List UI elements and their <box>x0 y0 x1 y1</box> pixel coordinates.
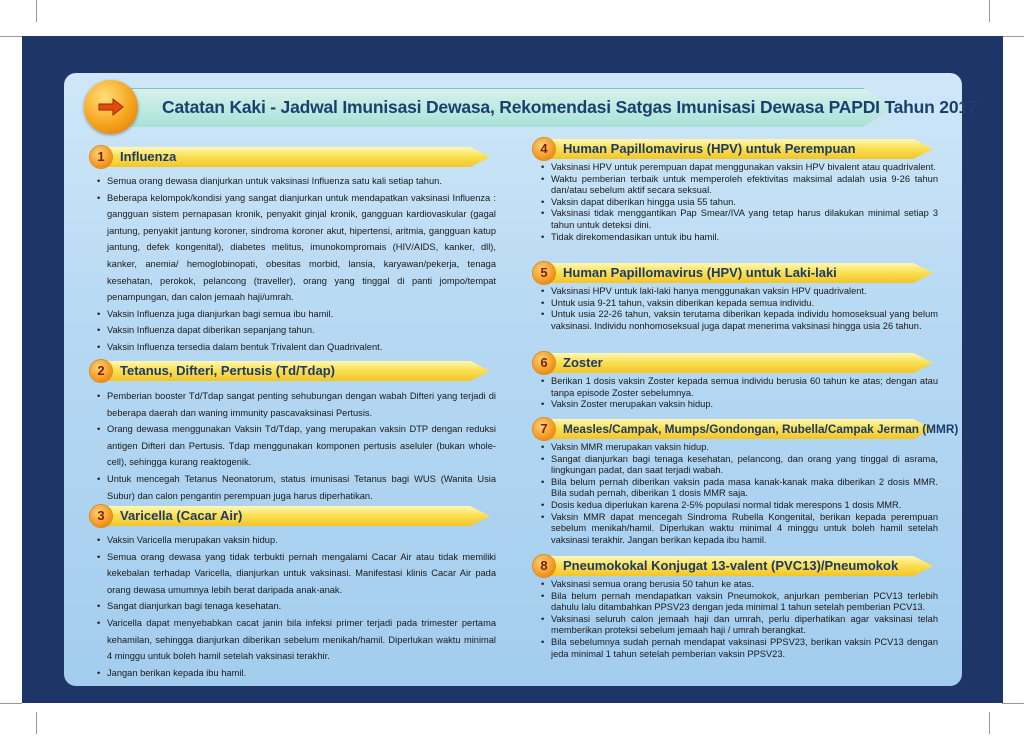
crop-mark <box>36 712 37 734</box>
list-item: • Semua orang dewasa dianjurkan untuk vaksinasi Influenza satu kali setiap tahun. <box>96 173 496 190</box>
list-item: • Waktu pemberian terbaik untuk memperoleh efektivitas maksimal adalah usia 9-26 tahun dan/atau sebelum aktif secara seksual. <box>540 174 938 197</box>
list-item: • Jangan berikan kepada ibu hamil. <box>96 665 496 682</box>
list-item: • Pemberian booster Td/Tdap sangat penting sehubungan dengan wabah Difteri yang terjadi di beberapa daerah dan waning immunity pascavaksinasi Pertusis. <box>96 388 496 421</box>
list-item: • Vaksin Influenza juga dianjurkan bagi semua ibu hamil. <box>96 306 496 323</box>
section-title: Human Papillomavirus (HPV) untuk Laki-laki <box>563 265 837 280</box>
section-number: 7 <box>533 418 555 440</box>
section-number: 6 <box>533 352 555 374</box>
list-item: • Untuk usia 9-21 tahun, vaksin diberikan kepada semua individu. <box>540 298 938 310</box>
section-header-hpv-women <box>533 138 933 160</box>
section-header-pneumokokal <box>533 555 933 577</box>
section-number: 3 <box>90 505 112 527</box>
list-item: • Vaksinasi tidak menggantikan Pap Smear/IVA yang tetap harus dilakukan minimal setiap 3 tahun untuk deteksi dini. <box>540 208 938 231</box>
list-item: • Orang dewasa menggunakan Vaksin Td/Tdap, yang merupakan vaksin DTP dengan reduksi antigen Difteri dan Pertusis. Tdap menggunakan komponen pertusis aseluler (bukan whole-cell), sehingga kurang reaktogenik. <box>96 421 496 471</box>
arrow-right-icon <box>97 97 125 117</box>
section-number: 1 <box>90 146 112 168</box>
crop-mark <box>0 36 22 37</box>
list-item: • Vaksinasi HPV untuk laki-laki hanya menggunakan vaksin HPV quadrivalent. <box>540 286 938 298</box>
list-item: • Vaksin MMR merupakan vaksin hidup. <box>540 442 938 454</box>
section-header-mmr <box>533 418 959 440</box>
section-title: Zoster <box>563 355 603 370</box>
crop-mark <box>989 712 990 734</box>
list-item: • Tidak direkomendasikan untuk ibu hamil. <box>540 232 938 244</box>
list-item: • Vaksin Influenza tersedia dalam bentuk Trivalent dan Quadrivalent. <box>96 339 496 356</box>
list-item: • Vaksinasi seluruh calon jemaah haji dan umrah, perlu diperhatikan agar vaksinasi telah memberikan proteksi sebelum jemaah haji / umrah berangkat. <box>540 614 938 637</box>
list-item: • Berikan 1 dosis vaksin Zoster kepada semua individu berusia 60 tahun ke atas; dengan atau tanpa episode Zoster sebelumnya. <box>540 376 938 399</box>
list-item: • Bila belum pernah mendapatkan vaksin Pneumokok, anjurkan pemberian PCV13 terlebih dahulu lalu ditambahkan PPSV23 dengan jeda minimal 1 tahun setelah pemberian PCV13. <box>540 591 938 614</box>
crop-mark <box>36 0 37 22</box>
section-header-tetanus <box>90 360 490 382</box>
section-list-influenza <box>96 173 496 356</box>
section-header-varicella <box>90 505 490 527</box>
title-badge <box>84 80 138 134</box>
list-item: • Beberapa kelompok/kondisi yang sangat dianjurkan untuk mendapatkan vaksinasi Influenza : gangguan sistem pernapasan kronik, penyakit ginjal kronik, gangguan kardiovaskular (gagal jantung, penyakit jantung koroner, sindroma koroner akut, hipertensi, aritmia, gangguan katup jantung, defek kongenital), diabetes melitus, imunokompromais (HIV/AIDS, kanker, dll), kanker, anemia/ hemoglobinopati, obesitas morbid, lansia, karyawan/pekerja, tenaga kesehatan, perokok, pelancong (traveller), orang yang tinggal di panti jompo/tempat penampungan, dan calon jemaah haji/umrah. <box>96 190 496 306</box>
section-number: 8 <box>533 555 555 577</box>
list-item: • Vaksin MMR dapat mencegah Sindroma Rubella Kongenital, berikan kepada perempuan sebelum menikah/hamil. Diperlukan waktu minimal 4 minggu untuk boleh hamil setelah vaksinasi terakhir. Jangan berikan kepada ibu hamil. <box>540 512 938 547</box>
section-list-pneumokokal <box>540 579 938 660</box>
section-header-zoster <box>533 352 933 374</box>
list-item: • Vaksin Influenza dapat diberikan sepanjang tahun. <box>96 322 496 339</box>
list-item: • Vaksinasi HPV untuk perempuan dapat menggunakan vaksin HPV bivalent atau quadrivalent. <box>540 162 938 174</box>
list-item: • Semua orang dewasa yang tidak terbukti pernah mengalami Cacar Air atau tidak memiliki kekebalan terhadap Varicella, dianjurkan untuk vaksinasi. Manifestasi klinis Cacar Air pada orang dewasa umumnya lebih berat daripada anak-anak. <box>96 549 496 599</box>
section-list-mmr <box>540 442 938 546</box>
list-item: • Sangat dianjurkan bagi tenaga kesehatan. <box>96 598 496 615</box>
page-title: Catatan Kaki - Jadwal Imunisasi Dewasa, Rekomendasi Satgas Imunisasi Dewasa PAPDI Tahun 2017 <box>162 97 978 117</box>
list-item: • Vaksin Zoster merupakan vaksin hidup. <box>540 399 938 411</box>
list-item: • Vaksinasi semua orang berusia 50 tahun ke atas. <box>540 579 938 591</box>
list-item: • Bila belum pernah diberikan vaksin pada masa kanak-kanak maka diberikan 2 dosis MMR. Bila sudah pernah, diberikan 1 dosis MMR saja. <box>540 477 938 500</box>
section-title: Measles/Campak, Mumps/Gondongan, Rubella/Campak Jerman (MMR) <box>563 422 959 436</box>
list-item: • Varicella dapat menyebabkan cacat janin bila infeksi primer terjadi pada trimester pertama kehamilan, sehingga dianjurkan diberikan sebelum menikah/hamil. Diperlukan waktu minimal 4 minggu untuk boleh hamil setelah vaksinasi terakhir. <box>96 615 496 665</box>
list-item: • Untuk usia 22-26 tahun, vaksin terutama diberikan kepada individu homoseksual yang belum vaksinasi. Individu nonhomoseksual juga dapat menerima vaksinasi hingga usia 26 tahun. <box>540 309 938 332</box>
list-item: • Vaksin Varicella merupakan vaksin hidup. <box>96 532 496 549</box>
section-number: 2 <box>90 360 112 382</box>
section-header-influenza <box>90 146 490 168</box>
list-item: • Untuk mencegah Tetanus Neonatorum, status imunisasi Tetanus bagi WUS (Wanita Usia Subur) dan calon pengantin perempuan juga harus diperhatikan. <box>96 471 496 504</box>
section-title: Human Papillomavirus (HPV) untuk Perempuan <box>563 141 856 156</box>
crop-mark <box>0 703 22 704</box>
section-list-hpv-men <box>540 286 938 332</box>
crop-mark <box>989 0 990 22</box>
section-title: Varicella (Cacar Air) <box>120 508 243 523</box>
section-title: Tetanus, Difteri, Pertusis (Td/Tdap) <box>120 363 336 378</box>
section-title: Pneumokokal Konjugat 13-valent (PVC13)/Pneumokok <box>563 558 899 573</box>
list-item: • Vaksin dapat diberikan hingga usia 55 tahun. <box>540 197 938 209</box>
crop-mark <box>1002 703 1024 704</box>
list-item: • Bila sebelumnya sudah pernah mendapat vaksinasi PPSV23, berikan vaksin PCV13 dengan jeda minimal 1 tahun setelah pemberian vaksin PPSV23. <box>540 637 938 660</box>
section-number: 4 <box>533 138 555 160</box>
section-list-tetanus <box>96 388 496 504</box>
section-number: 5 <box>533 262 555 284</box>
crop-mark <box>1002 36 1024 37</box>
section-list-hpv-women <box>540 162 938 243</box>
list-item: • Sangat dianjurkan bagi tenaga kesehatan, pelancong, dan orang yang tinggal di asrama, lingkungan padat, dan saat terjadi wabah. <box>540 454 938 477</box>
list-item: • Dosis kedua diperlukan karena 2-5% populasi normal tidak merespons 1 dosis MMR. <box>540 500 938 512</box>
section-list-zoster <box>540 376 938 411</box>
section-list-varicella <box>96 532 496 681</box>
section-header-hpv-men <box>533 262 933 284</box>
section-title: Influenza <box>120 149 177 164</box>
